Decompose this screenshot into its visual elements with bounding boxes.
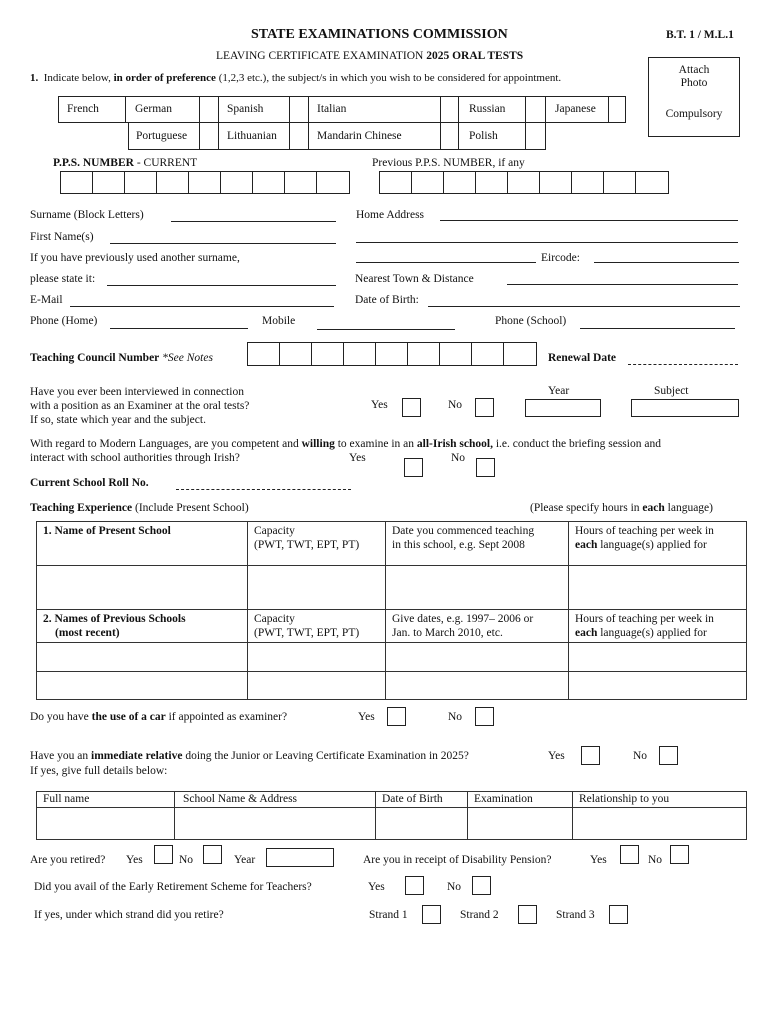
strand-3-checkbox[interactable] — [609, 905, 628, 924]
home-address-field-2[interactable] — [356, 242, 738, 243]
nearest-town-field[interactable] — [507, 284, 738, 285]
strand-3-label: Strand 3 — [556, 909, 595, 921]
strand-1-checkbox[interactable] — [422, 905, 441, 924]
disability-yes-checkbox[interactable] — [620, 845, 639, 864]
disability-no-label: No — [648, 854, 663, 866]
subject-label: Lithuanian — [227, 130, 277, 142]
previous-date-cell[interactable] — [386, 643, 569, 672]
email-label: E-Mail — [30, 294, 63, 306]
photo-compulsory: Compulsory — [665, 108, 723, 120]
table-row — [37, 610, 747, 643]
year-label: Year — [548, 385, 570, 397]
eircode-field[interactable] — [594, 262, 739, 263]
previous-school-cell[interactable] — [37, 672, 248, 700]
email-field[interactable] — [70, 306, 334, 307]
previous-capacity-cell[interactable] — [248, 672, 386, 700]
present-school-cell[interactable] — [37, 566, 248, 610]
retired-year-label: Year — [234, 854, 256, 866]
previous-date-cell[interactable] — [386, 672, 569, 700]
preference-instruction: 1. Indicate below, in order of preference (1,2,3 etc.), the subject/s in which you wish to be considered for appointment. — [30, 72, 562, 84]
strand-2-checkbox[interactable] — [518, 905, 537, 924]
interviewed-no-checkbox[interactable] — [475, 398, 494, 417]
interviewed-yes-label: Yes — [371, 399, 388, 411]
early-no-checkbox[interactable] — [472, 876, 491, 895]
eircode-label: Eircode: — [541, 252, 580, 264]
relative-exam-cell[interactable] — [468, 808, 573, 840]
present-date-cell[interactable] — [386, 566, 569, 610]
relative-yes-checkbox[interactable] — [581, 746, 600, 765]
first-name-field[interactable] — [110, 243, 336, 244]
teaching-council-boxes[interactable] — [247, 342, 537, 366]
photo-box[interactable] — [648, 57, 740, 137]
table-row — [37, 643, 747, 672]
subject-label: Japanese — [555, 103, 596, 115]
table-row — [37, 566, 747, 610]
rank-box-german[interactable] — [199, 96, 219, 123]
subject-french — [58, 96, 126, 123]
present-hours-cell[interactable] — [569, 566, 747, 610]
relative-dob-cell[interactable] — [376, 808, 468, 840]
subject-label: Polish — [469, 130, 498, 142]
teaching-council-label: Teaching Council Number *See Notes — [30, 352, 213, 364]
subject-label: Portuguese — [136, 130, 188, 142]
disability-no-checkbox[interactable] — [670, 845, 689, 864]
home-address-field-1[interactable] — [440, 220, 738, 221]
present-capacity-cell[interactable] — [248, 566, 386, 610]
retired-label: Are you retired? — [30, 854, 106, 866]
table-row — [37, 792, 747, 808]
retired-no-label: No — [179, 854, 194, 866]
header-hours: Hours of teaching per week in each language(s) applied for — [569, 522, 747, 566]
relative-relationship-cell[interactable] — [573, 808, 747, 840]
table-row — [37, 522, 747, 566]
relative-no-label: No — [633, 750, 648, 762]
surname-field[interactable] — [171, 221, 336, 222]
home-address-field-3[interactable] — [356, 262, 536, 263]
strand-question: If yes, under which strand did you retire? — [34, 909, 224, 921]
irish-no-checkbox[interactable] — [476, 458, 495, 477]
pps-current-label: P.P.S. NUMBER - CURRENT — [53, 157, 198, 169]
table-row — [37, 808, 747, 840]
relative-name-cell[interactable] — [37, 808, 175, 840]
rank-box-japanese[interactable] — [608, 96, 626, 123]
pps-previous-boxes[interactable] — [379, 171, 669, 194]
home-address-label: Home Address — [356, 209, 425, 221]
please-state-label: please state it: — [30, 273, 96, 285]
subject-italian — [308, 96, 441, 123]
subject-portuguese — [128, 122, 200, 150]
col-dob: Date of Birth — [376, 792, 468, 808]
subject-label: Subject — [654, 385, 689, 397]
surname-label: Surname (Block Letters) — [30, 209, 144, 221]
renewal-date-field[interactable] — [628, 364, 738, 365]
renewal-date-label: Renewal Date — [548, 352, 617, 364]
dob-label: Date of Birth: — [355, 294, 419, 306]
irish-no-label: No — [451, 452, 466, 464]
photo-label-2: Photo — [680, 77, 708, 89]
rank-box-spanish[interactable] — [289, 96, 309, 123]
retired-year-field[interactable] — [266, 848, 334, 867]
relative-details-label: If yes, give full details below: — [30, 765, 168, 777]
early-yes-label: Yes — [368, 881, 385, 893]
pps-previous-label: Previous P.P.S. NUMBER, if any — [372, 157, 525, 169]
strand-2-label: Strand 2 — [460, 909, 499, 921]
first-name-label: First Name(s) — [30, 231, 94, 243]
irish-school-question: With regard to Modern Languages, are you competent and willing to examine in an all-Irish school, i.e. conduct the briefing session and — [30, 438, 661, 450]
photo-label-1: Attach — [678, 64, 710, 76]
subject-grid — [58, 96, 626, 151]
strand-1-label: Strand 1 — [369, 909, 408, 921]
previous-capacity-cell[interactable] — [248, 643, 386, 672]
subject-label: Spanish — [227, 103, 264, 115]
relative-no-checkbox[interactable] — [659, 746, 678, 765]
retired-yes-label: Yes — [126, 854, 143, 866]
early-no-label: No — [447, 881, 462, 893]
subject-polish — [458, 122, 526, 150]
subject-spanish — [218, 96, 290, 123]
experience-note: (Please specify hours in each language) — [530, 502, 713, 514]
mobile-field[interactable] — [317, 329, 455, 330]
subject-label: Italian — [317, 103, 347, 115]
prev-surname-field[interactable] — [107, 285, 336, 286]
col-full-name: Full name — [37, 792, 175, 808]
exam-subtitle: LEAVING CERTIFICATE EXAMINATION 2025 ORAL TESTS — [216, 50, 524, 62]
subject-japanese — [545, 96, 609, 123]
header-hours-2: Hours of teaching per week in each language(s) applied for — [569, 610, 747, 643]
relative-table — [36, 791, 747, 840]
irish-yes-checkbox[interactable] — [404, 458, 423, 477]
car-yes-label: Yes — [358, 711, 375, 723]
interviewed-no-label: No — [448, 399, 463, 411]
nearest-town-label: Nearest Town & Distance — [355, 273, 474, 285]
car-no-checkbox[interactable] — [475, 707, 494, 726]
form-code: B.T. 1 / M.L.1 — [666, 29, 734, 41]
rank-box-russian[interactable] — [525, 96, 546, 123]
retired-yes-checkbox[interactable] — [154, 845, 173, 864]
header-capacity-2: Capacity (PWT, TWT, EPT, PT) — [248, 610, 386, 643]
commission-title: STATE EXAMINATIONS COMMISSION — [251, 27, 508, 42]
header-date-commenced: Date you commenced teaching in this school, e.g. Sept 2008 — [386, 522, 569, 566]
subject-label: Mandarin Chinese — [317, 130, 402, 142]
rank-box-italian[interactable] — [440, 96, 459, 123]
previous-hours-cell[interactable] — [569, 643, 747, 672]
phone-school-field[interactable] — [580, 328, 735, 329]
rank-box-portuguese[interactable] — [199, 122, 219, 150]
interviewed-year-field[interactable] — [525, 399, 601, 417]
irish-yes-label: Yes — [349, 452, 366, 464]
roll-no-label: Current School Roll No. — [30, 477, 149, 489]
interviewed-yes-checkbox[interactable] — [402, 398, 421, 417]
retired-no-checkbox[interactable] — [203, 845, 222, 864]
col-examination: Examination — [468, 792, 573, 808]
relative-school-cell[interactable] — [175, 808, 376, 840]
disability-question: Are you in receipt of Disability Pension? — [363, 854, 552, 866]
col-school-name: School Name & Address — [175, 792, 376, 808]
rank-box-mandarin[interactable] — [440, 122, 459, 150]
relative-yes-label: Yes — [548, 750, 565, 762]
rank-box-polish[interactable] — [525, 122, 546, 150]
interviewed-subject-field[interactable] — [631, 399, 739, 417]
early-retirement-question: Did you avail of the Early Retirement Scheme for Teachers? — [34, 881, 312, 893]
car-yes-checkbox[interactable] — [387, 707, 406, 726]
previous-hours-cell[interactable] — [569, 672, 747, 700]
subject-label: French — [67, 103, 99, 115]
subject-label: Russian — [469, 103, 506, 115]
roll-no-field[interactable] — [176, 489, 351, 490]
car-no-label: No — [448, 711, 463, 723]
header-previous-schools: 2. Names of Previous Schools (most recent) — [37, 610, 248, 643]
pps-current-boxes[interactable] — [60, 171, 350, 194]
table-row — [37, 672, 747, 700]
experience-title: Teaching Experience (Include Present School) — [30, 502, 249, 514]
irish-school-question-2: interact with school authorities through Irish? — [30, 452, 240, 464]
experience-table — [36, 521, 747, 700]
relative-question: Have you an immediate relative doing the Junior or Leaving Certificate Examination in 2025? — [30, 750, 469, 762]
header-give-dates: Give dates, e.g. 1997– 2006 or Jan. to March 2010, etc. — [386, 610, 569, 643]
phone-home-label: Phone (Home) — [30, 315, 98, 327]
header-capacity: Capacity (PWT, TWT, EPT, PT) — [248, 522, 386, 566]
subject-lithuanian — [218, 122, 290, 150]
subject-russian — [458, 96, 526, 123]
prev-surname-label: If you have previously used another surname, — [30, 252, 240, 264]
phone-home-field[interactable] — [110, 328, 248, 329]
subject-mandarin — [308, 122, 441, 150]
header-present-school: 1. Name of Present School — [37, 522, 248, 566]
col-relationship: Relationship to you — [573, 792, 747, 808]
previous-school-cell[interactable] — [37, 643, 248, 672]
subject-label: German — [135, 103, 173, 115]
dob-field[interactable] — [428, 306, 740, 307]
interviewed-question: Have you ever been interviewed in connection with a position as an Examiner at the oral tests? If so, state which year and the subject. — [30, 386, 250, 426]
mobile-label: Mobile — [262, 315, 296, 327]
rank-box-lithuanian[interactable] — [289, 122, 309, 150]
car-question: Do you have the use of a car if appointed as examiner? — [30, 711, 288, 723]
phone-school-label: Phone (School) — [495, 315, 567, 327]
early-yes-checkbox[interactable] — [405, 876, 424, 895]
disability-yes-label: Yes — [590, 854, 607, 866]
subject-german — [128, 96, 200, 123]
